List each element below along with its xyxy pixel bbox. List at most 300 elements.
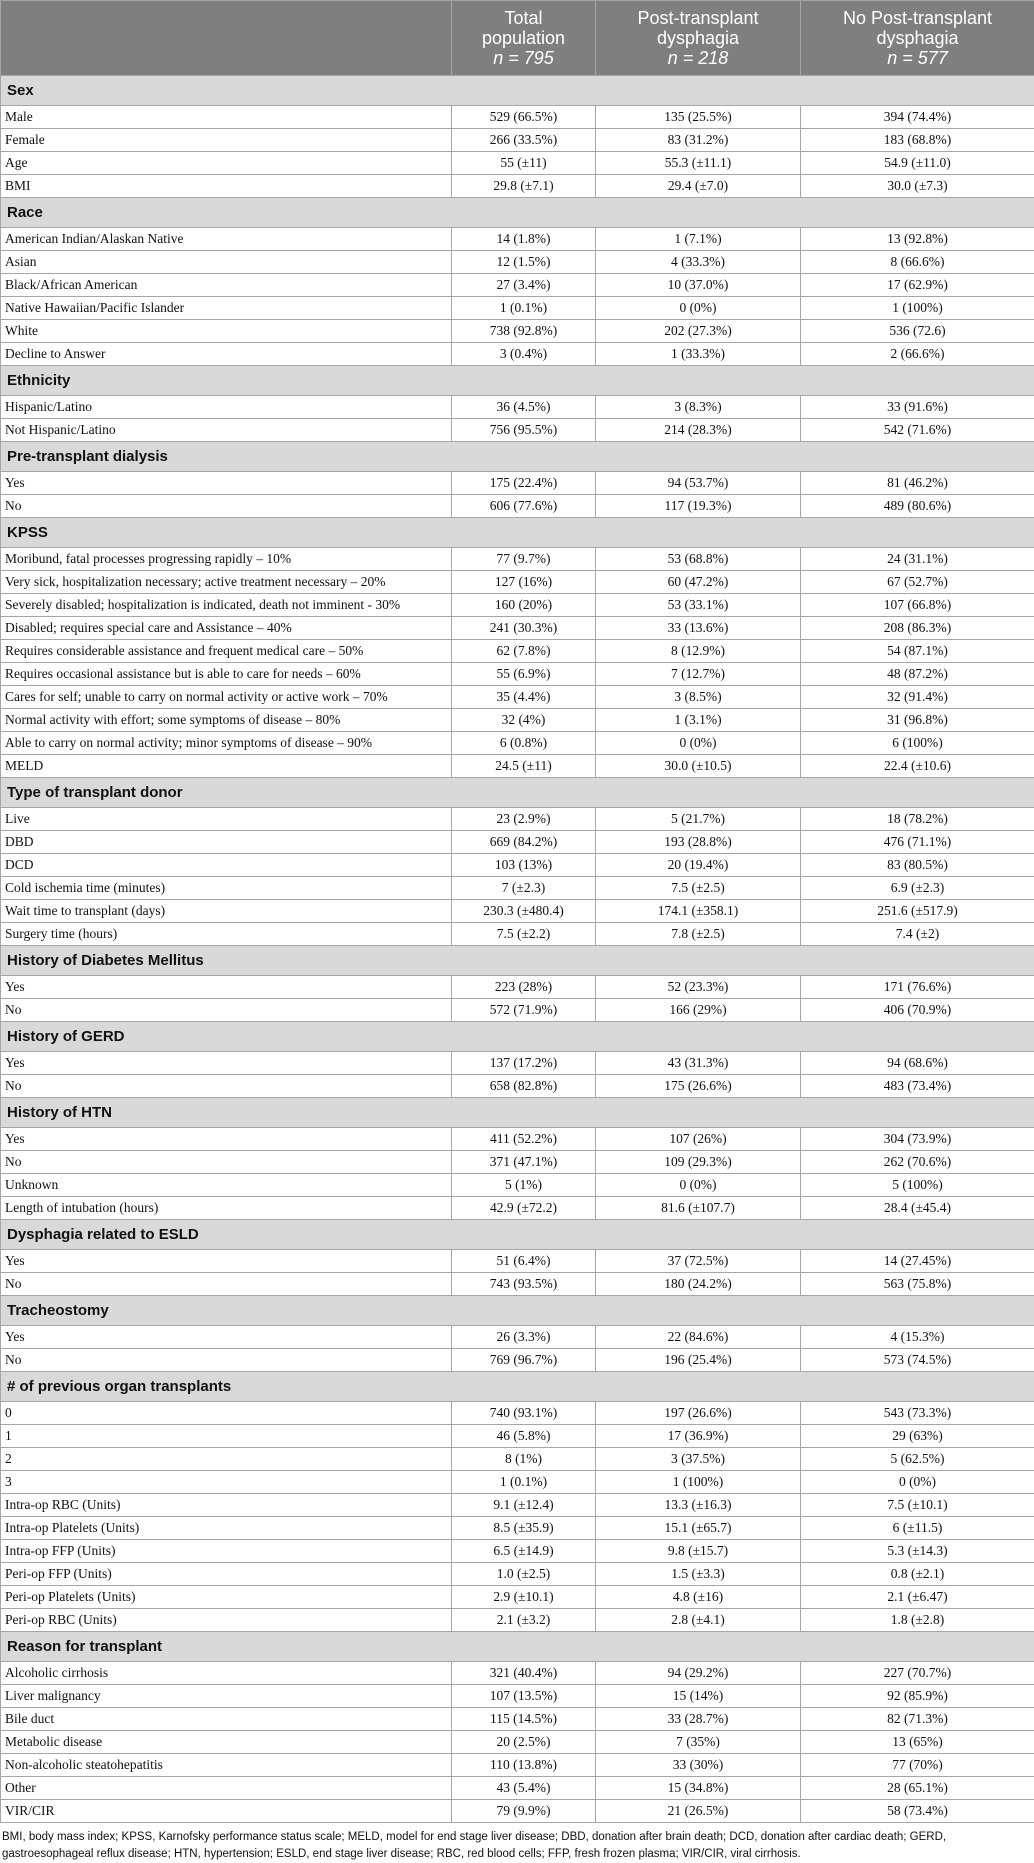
total-population-cell: 1 (0.1%): [452, 1471, 596, 1494]
no-post-transplant-dysphagia-cell: 1 (100%): [801, 297, 1034, 320]
post-transplant-dysphagia-cell: 193 (28.8%): [596, 831, 801, 854]
post-transplant-dysphagia-cell: 135 (25.5%): [596, 106, 801, 129]
post-transplant-dysphagia-cell: 107 (26%): [596, 1128, 801, 1151]
section-header-row: [1, 1098, 1034, 1128]
row-label: Yes: [1, 1052, 452, 1075]
row-label: No: [1, 1151, 452, 1174]
table-row: [1, 923, 1034, 946]
total-population-cell: 9.1 (±12.4): [452, 1494, 596, 1517]
total-population-cell: 658 (82.8%): [452, 1075, 596, 1098]
table-row: [1, 1326, 1034, 1349]
row-label: Wait time to transplant (days): [1, 900, 452, 923]
post-transplant-dysphagia-cell: 7.8 (±2.5): [596, 923, 801, 946]
row-label: BMI: [1, 175, 452, 198]
no-post-transplant-dysphagia-cell: 13 (65%): [801, 1731, 1034, 1754]
total-population-cell: 175 (22.4%): [452, 472, 596, 495]
total-population-cell: 32 (4%): [452, 709, 596, 732]
total-population-cell: 29.8 (±7.1): [452, 175, 596, 198]
row-label: Very sick, hospitalization necessary; active treatment necessary – 20%: [1, 571, 452, 594]
row-label: Yes: [1, 1128, 452, 1151]
table-row: [1, 1609, 1034, 1632]
no-post-transplant-dysphagia-cell: 18 (78.2%): [801, 808, 1034, 831]
table-row: [1, 129, 1034, 152]
table-row: [1, 1349, 1034, 1372]
section-header-row: [1, 1372, 1034, 1402]
total-population-cell: 14 (1.8%): [452, 228, 596, 251]
no-post-transplant-dysphagia-cell: 0.8 (±2.1): [801, 1563, 1034, 1586]
table-row: [1, 709, 1034, 732]
total-population-cell: 223 (28%): [452, 976, 596, 999]
no-post-transplant-dysphagia-cell: 543 (73.3%): [801, 1402, 1034, 1425]
header-total-population: [452, 1, 596, 76]
post-transplant-dysphagia-cell: 117 (19.3%): [596, 495, 801, 518]
section-title: Type of transplant donor: [1, 778, 1034, 808]
no-post-transplant-dysphagia-cell: 1.8 (±2.8): [801, 1609, 1034, 1632]
post-transplant-dysphagia-cell: 197 (26.6%): [596, 1402, 801, 1425]
post-transplant-dysphagia-cell: 3 (8.5%): [596, 686, 801, 709]
row-label: No: [1, 999, 452, 1022]
total-population-cell: 42.9 (±72.2): [452, 1197, 596, 1220]
table-row: [1, 251, 1034, 274]
table-row: [1, 755, 1034, 778]
post-transplant-dysphagia-cell: 94 (53.7%): [596, 472, 801, 495]
post-transplant-dysphagia-cell: 214 (28.3%): [596, 419, 801, 442]
no-post-transplant-dysphagia-cell: 262 (70.6%): [801, 1151, 1034, 1174]
row-label: Requires occasional assistance but is able to care for needs – 60%: [1, 663, 452, 686]
total-population-cell: 2.1 (±3.2): [452, 1609, 596, 1632]
no-post-transplant-dysphagia-cell: 22.4 (±10.6): [801, 755, 1034, 778]
total-population-cell: 26 (3.3%): [452, 1326, 596, 1349]
no-post-transplant-dysphagia-cell: 573 (74.5%): [801, 1349, 1034, 1372]
post-transplant-dysphagia-cell: 4.8 (±16): [596, 1586, 801, 1609]
no-post-transplant-dysphagia-cell: 81 (46.2%): [801, 472, 1034, 495]
total-population-cell: 321 (40.4%): [452, 1662, 596, 1685]
no-post-transplant-dysphagia-cell: 542 (71.6%): [801, 419, 1034, 442]
row-label: Yes: [1, 1250, 452, 1273]
post-transplant-dysphagia-cell: 43 (31.3%): [596, 1052, 801, 1075]
total-population-cell: 266 (33.5%): [452, 129, 596, 152]
header-total-line2: population: [481, 28, 566, 48]
post-transplant-dysphagia-cell: 33 (28.7%): [596, 1708, 801, 1731]
total-population-cell: 115 (14.5%): [452, 1708, 596, 1731]
table-row: [1, 1800, 1034, 1823]
total-population-cell: 529 (66.5%): [452, 106, 596, 129]
post-transplant-dysphagia-cell: 1 (100%): [596, 1471, 801, 1494]
table-footnote: BMI, body mass index; KPSS, Karnofsky performance status scale; MELD, model for end stage liver disease; DBD, donation after brain death; DCD, donation after cardiac death; GERD, gastroesophageal reflux disease; HTN, hypertension; ESLD, end stage liver disease; RBC, red blood cells; FFP, fresh frozen plasma; VIR/CIR, viral cirrhosis.: [2, 1831, 947, 1860]
total-population-cell: 77 (9.7%): [452, 548, 596, 571]
total-population-cell: 43 (5.4%): [452, 1777, 596, 1800]
row-label: Age: [1, 152, 452, 175]
no-post-transplant-dysphagia-cell: 7.5 (±10.1): [801, 1494, 1034, 1517]
post-transplant-dysphagia-cell: 53 (33.1%): [596, 594, 801, 617]
table-row: [1, 663, 1034, 686]
section-header-row: [1, 76, 1034, 106]
row-label: Native Hawaiian/Pacific Islander: [1, 297, 452, 320]
total-population-cell: 20 (2.5%): [452, 1731, 596, 1754]
no-post-transplant-dysphagia-cell: 7.4 (±2): [801, 923, 1034, 946]
row-label: Normal activity with effort; some symptoms of disease – 80%: [1, 709, 452, 732]
post-transplant-dysphagia-cell: 7 (35%): [596, 1731, 801, 1754]
table-row: [1, 1197, 1034, 1220]
table-row: [1, 1448, 1034, 1471]
total-population-cell: 107 (13.5%): [452, 1685, 596, 1708]
no-post-transplant-dysphagia-cell: 107 (66.8%): [801, 594, 1034, 617]
row-label: Requires considerable assistance and frequent medical care – 50%: [1, 640, 452, 663]
header-nopost-line2: dysphagia: [876, 28, 959, 48]
header-total-n: n = 795: [493, 48, 554, 68]
post-transplant-dysphagia-cell: 175 (26.6%): [596, 1075, 801, 1098]
table-row: [1, 548, 1034, 571]
table-row: [1, 472, 1034, 495]
total-population-cell: 5 (1%): [452, 1174, 596, 1197]
section-header-row: [1, 366, 1034, 396]
row-label: Severely disabled; hospitalization is indicated, death not imminent - 30%: [1, 594, 452, 617]
row-label: DCD: [1, 854, 452, 877]
header-total-line1: Total: [504, 8, 543, 28]
post-transplant-dysphagia-cell: 17 (36.9%): [596, 1425, 801, 1448]
row-label: Able to carry on normal activity; minor symptoms of disease – 90%: [1, 732, 452, 755]
total-population-cell: 371 (47.1%): [452, 1151, 596, 1174]
total-population-cell: 79 (9.9%): [452, 1800, 596, 1823]
post-transplant-dysphagia-cell: 15.1 (±65.7): [596, 1517, 801, 1540]
no-post-transplant-dysphagia-cell: 30.0 (±7.3): [801, 175, 1034, 198]
table-row: [1, 732, 1034, 755]
table-row: [1, 594, 1034, 617]
row-label: Peri-op FFP (Units): [1, 1563, 452, 1586]
section-header-row: [1, 778, 1034, 808]
total-population-cell: 51 (6.4%): [452, 1250, 596, 1273]
section-header-row: [1, 1632, 1034, 1662]
post-transplant-dysphagia-cell: 4 (33.3%): [596, 251, 801, 274]
no-post-transplant-dysphagia-cell: 476 (71.1%): [801, 831, 1034, 854]
post-transplant-dysphagia-cell: 15 (14%): [596, 1685, 801, 1708]
total-population-cell: 572 (71.9%): [452, 999, 596, 1022]
row-label: Peri-op RBC (Units): [1, 1609, 452, 1632]
total-population-cell: 8.5 (±35.9): [452, 1517, 596, 1540]
no-post-transplant-dysphagia-cell: 6.9 (±2.3): [801, 877, 1034, 900]
row-label: DBD: [1, 831, 452, 854]
row-label: Female: [1, 129, 452, 152]
total-population-cell: 36 (4.5%): [452, 396, 596, 419]
row-label: White: [1, 320, 452, 343]
post-transplant-dysphagia-cell: 1 (3.1%): [596, 709, 801, 732]
total-population-cell: 6.5 (±14.9): [452, 1540, 596, 1563]
table-row: [1, 396, 1034, 419]
table-row: [1, 1517, 1034, 1540]
total-population-cell: 24.5 (±11): [452, 755, 596, 778]
header-no-post-transplant-dysphagia: [801, 1, 1034, 76]
table-row: [1, 1494, 1034, 1517]
no-post-transplant-dysphagia-cell: 4 (15.3%): [801, 1326, 1034, 1349]
total-population-cell: 230.3 (±480.4): [452, 900, 596, 923]
no-post-transplant-dysphagia-cell: 8 (66.6%): [801, 251, 1034, 274]
total-population-cell: 740 (93.1%): [452, 1402, 596, 1425]
section-header-row: [1, 1220, 1034, 1250]
no-post-transplant-dysphagia-cell: 94 (68.6%): [801, 1052, 1034, 1075]
section-title: History of Diabetes Mellitus: [1, 946, 1034, 976]
row-label: Disabled; requires special care and Assistance – 40%: [1, 617, 452, 640]
row-label: Yes: [1, 472, 452, 495]
post-transplant-dysphagia-cell: 1 (33.3%): [596, 343, 801, 366]
no-post-transplant-dysphagia-cell: 82 (71.3%): [801, 1708, 1034, 1731]
table-row: [1, 419, 1034, 442]
no-post-transplant-dysphagia-cell: 5 (100%): [801, 1174, 1034, 1197]
total-population-cell: 7.5 (±2.2): [452, 923, 596, 946]
no-post-transplant-dysphagia-cell: 83 (80.5%): [801, 854, 1034, 877]
row-label: Yes: [1, 976, 452, 999]
post-transplant-dysphagia-cell: 0 (0%): [596, 732, 801, 755]
row-label: Asian: [1, 251, 452, 274]
table-row: [1, 1586, 1034, 1609]
no-post-transplant-dysphagia-cell: 5 (62.5%): [801, 1448, 1034, 1471]
no-post-transplant-dysphagia-cell: 2 (66.6%): [801, 343, 1034, 366]
total-population-cell: 1 (0.1%): [452, 297, 596, 320]
total-population-cell: 35 (4.4%): [452, 686, 596, 709]
no-post-transplant-dysphagia-cell: 6 (±11.5): [801, 1517, 1034, 1540]
no-post-transplant-dysphagia-cell: 394 (74.4%): [801, 106, 1034, 129]
row-label: Decline to Answer: [1, 343, 452, 366]
no-post-transplant-dysphagia-cell: 6 (100%): [801, 732, 1034, 755]
table-row: [1, 1540, 1034, 1563]
table-row: [1, 1273, 1034, 1296]
row-label: Unknown: [1, 1174, 452, 1197]
table-row: [1, 175, 1034, 198]
post-transplant-dysphagia-cell: 52 (23.3%): [596, 976, 801, 999]
post-transplant-dysphagia-cell: 15 (34.8%): [596, 1777, 801, 1800]
table-row: [1, 1685, 1034, 1708]
no-post-transplant-dysphagia-cell: 183 (68.8%): [801, 129, 1034, 152]
no-post-transplant-dysphagia-cell: 208 (86.3%): [801, 617, 1034, 640]
post-transplant-dysphagia-cell: 0 (0%): [596, 1174, 801, 1197]
table-row: [1, 228, 1034, 251]
section-header-row: [1, 518, 1034, 548]
row-label: Peri-op Platelets (Units): [1, 1586, 452, 1609]
post-transplant-dysphagia-cell: 21 (26.5%): [596, 1800, 801, 1823]
table-row: [1, 877, 1034, 900]
section-title: KPSS: [1, 518, 1034, 548]
post-transplant-dysphagia-cell: 10 (37.0%): [596, 274, 801, 297]
total-population-cell: 669 (84.2%): [452, 831, 596, 854]
section-header-row: [1, 946, 1034, 976]
no-post-transplant-dysphagia-cell: 14 (27.45%): [801, 1250, 1034, 1273]
table-row: [1, 976, 1034, 999]
table-row: [1, 808, 1034, 831]
no-post-transplant-dysphagia-cell: 54 (87.1%): [801, 640, 1034, 663]
no-post-transplant-dysphagia-cell: 171 (76.6%): [801, 976, 1034, 999]
no-post-transplant-dysphagia-cell: 0 (0%): [801, 1471, 1034, 1494]
table-row: [1, 1662, 1034, 1685]
total-population-cell: 27 (3.4%): [452, 274, 596, 297]
table-row: [1, 900, 1034, 923]
table-row: [1, 274, 1034, 297]
no-post-transplant-dysphagia-cell: 536 (72.6): [801, 320, 1034, 343]
table-row: [1, 831, 1034, 854]
table-row: [1, 640, 1034, 663]
total-population-cell: 55 (±11): [452, 152, 596, 175]
post-transplant-dysphagia-cell: 5 (21.7%): [596, 808, 801, 831]
post-transplant-dysphagia-cell: 37 (72.5%): [596, 1250, 801, 1273]
table-row: [1, 1075, 1034, 1098]
row-label: 3: [1, 1471, 452, 1494]
post-transplant-dysphagia-cell: 109 (29.3%): [596, 1151, 801, 1174]
total-population-cell: 23 (2.9%): [452, 808, 596, 831]
row-label: Black/African American: [1, 274, 452, 297]
section-title: History of HTN: [1, 1098, 1034, 1128]
header-post-transplant-dysphagia: [596, 1, 801, 76]
no-post-transplant-dysphagia-cell: 483 (73.4%): [801, 1075, 1034, 1098]
table-row: [1, 1425, 1034, 1448]
section-title: Dysphagia related to ESLD: [1, 1220, 1034, 1250]
row-label: 1: [1, 1425, 452, 1448]
post-transplant-dysphagia-cell: 1 (7.1%): [596, 228, 801, 251]
total-population-cell: 110 (13.8%): [452, 1754, 596, 1777]
post-transplant-dysphagia-cell: 202 (27.3%): [596, 320, 801, 343]
row-label: Intra-op FFP (Units): [1, 1540, 452, 1563]
row-label: Cold ischemia time (minutes): [1, 877, 452, 900]
section-header-row: [1, 1022, 1034, 1052]
row-label: Length of intubation (hours): [1, 1197, 452, 1220]
post-transplant-dysphagia-cell: 30.0 (±10.5): [596, 755, 801, 778]
section-header-row: [1, 442, 1034, 472]
row-label: Metabolic disease: [1, 1731, 452, 1754]
section-title: Tracheostomy: [1, 1296, 1034, 1326]
post-transplant-dysphagia-cell: 83 (31.2%): [596, 129, 801, 152]
table-row: [1, 495, 1034, 518]
section-title: Reason for transplant: [1, 1632, 1034, 1662]
no-post-transplant-dysphagia-cell: 227 (70.7%): [801, 1662, 1034, 1685]
table-body: [1, 76, 1034, 1823]
row-label: 0: [1, 1402, 452, 1425]
total-population-cell: 137 (17.2%): [452, 1052, 596, 1075]
post-transplant-dysphagia-cell: 33 (30%): [596, 1754, 801, 1777]
post-transplant-dysphagia-cell: 55.3 (±11.1): [596, 152, 801, 175]
row-label: Surgery time (hours): [1, 923, 452, 946]
total-population-cell: 241 (30.3%): [452, 617, 596, 640]
post-transplant-dysphagia-cell: 180 (24.2%): [596, 1273, 801, 1296]
table-row: [1, 106, 1034, 129]
no-post-transplant-dysphagia-cell: 28 (65.1%): [801, 1777, 1034, 1800]
total-population-cell: 3 (0.4%): [452, 343, 596, 366]
no-post-transplant-dysphagia-cell: 2.1 (±6.47): [801, 1586, 1034, 1609]
table-row: [1, 1708, 1034, 1731]
row-label: Other: [1, 1777, 452, 1800]
no-post-transplant-dysphagia-cell: 54.9 (±11.0): [801, 152, 1034, 175]
table-row: [1, 1777, 1034, 1800]
no-post-transplant-dysphagia-cell: 33 (91.6%): [801, 396, 1034, 419]
post-transplant-dysphagia-cell: 20 (19.4%): [596, 854, 801, 877]
section-header-row: [1, 1296, 1034, 1326]
table-row: [1, 1402, 1034, 1425]
post-transplant-dysphagia-cell: 7.5 (±2.5): [596, 877, 801, 900]
table-row: [1, 1128, 1034, 1151]
total-population-cell: 62 (7.8%): [452, 640, 596, 663]
total-population-cell: 411 (52.2%): [452, 1128, 596, 1151]
row-label: Intra-op RBC (Units): [1, 1494, 452, 1517]
section-title: History of GERD: [1, 1022, 1034, 1052]
post-transplant-dysphagia-cell: 9.8 (±15.7): [596, 1540, 801, 1563]
section-title: Race: [1, 198, 1034, 228]
total-population-cell: 103 (13%): [452, 854, 596, 877]
table-row: [1, 999, 1034, 1022]
row-label: VIR/CIR: [1, 1800, 452, 1823]
no-post-transplant-dysphagia-cell: 29 (63%): [801, 1425, 1034, 1448]
header-blank: [1, 1, 452, 76]
post-transplant-dysphagia-cell: 60 (47.2%): [596, 571, 801, 594]
row-label: Male: [1, 106, 452, 129]
post-transplant-dysphagia-cell: 3 (8.3%): [596, 396, 801, 419]
no-post-transplant-dysphagia-cell: 77 (70%): [801, 1754, 1034, 1777]
total-population-cell: 55 (6.9%): [452, 663, 596, 686]
total-population-cell: 1.0 (±2.5): [452, 1563, 596, 1586]
section-title: # of previous organ transplants: [1, 1372, 1034, 1402]
no-post-transplant-dysphagia-cell: 92 (85.9%): [801, 1685, 1034, 1708]
row-label: Moribund, fatal processes progressing rapidly – 10%: [1, 548, 452, 571]
post-transplant-dysphagia-cell: 2.8 (±4.1): [596, 1609, 801, 1632]
row-label: No: [1, 1349, 452, 1372]
post-transplant-dysphagia-cell: 3 (37.5%): [596, 1448, 801, 1471]
row-label: No: [1, 1273, 452, 1296]
section-title: Ethnicity: [1, 366, 1034, 396]
header-post-n: n = 218: [667, 48, 729, 68]
total-population-cell: 160 (20%): [452, 594, 596, 617]
table-row: [1, 571, 1034, 594]
total-population-cell: 127 (16%): [452, 571, 596, 594]
table-row: [1, 320, 1034, 343]
no-post-transplant-dysphagia-cell: 17 (62.9%): [801, 274, 1034, 297]
row-label: Alcoholic cirrhosis: [1, 1662, 452, 1685]
no-post-transplant-dysphagia-cell: 28.4 (±45.4): [801, 1197, 1034, 1220]
row-label: Live: [1, 808, 452, 831]
row-label: Bile duct: [1, 1708, 452, 1731]
post-transplant-dysphagia-cell: 29.4 (±7.0): [596, 175, 801, 198]
post-transplant-dysphagia-cell: 174.1 (±358.1): [596, 900, 801, 923]
post-transplant-dysphagia-cell: 33 (13.6%): [596, 617, 801, 640]
header-nopost-n: n = 577: [887, 48, 948, 68]
no-post-transplant-dysphagia-cell: 5.3 (±14.3): [801, 1540, 1034, 1563]
section-title: Pre-transplant dialysis: [1, 442, 1034, 472]
no-post-transplant-dysphagia-cell: 13 (92.8%): [801, 228, 1034, 251]
post-transplant-dysphagia-cell: 1.5 (±3.3): [596, 1563, 801, 1586]
post-transplant-dysphagia-cell: 22 (84.6%): [596, 1326, 801, 1349]
total-population-cell: 2.9 (±10.1): [452, 1586, 596, 1609]
total-population-cell: 743 (93.5%): [452, 1273, 596, 1296]
row-label: Yes: [1, 1326, 452, 1349]
post-transplant-dysphagia-cell: 13.3 (±16.3): [596, 1494, 801, 1517]
row-label: Intra-op Platelets (Units): [1, 1517, 452, 1540]
row-label: Non-alcoholic steatohepatitis: [1, 1754, 452, 1777]
total-population-cell: 12 (1.5%): [452, 251, 596, 274]
total-population-cell: 606 (77.6%): [452, 495, 596, 518]
row-label: American Indian/Alaskan Native: [1, 228, 452, 251]
table-row: [1, 686, 1034, 709]
header-nopost-line1: No Post-transplant: [842, 8, 993, 28]
total-population-cell: 738 (92.8%): [452, 320, 596, 343]
post-transplant-dysphagia-cell: 81.6 (±107.7): [596, 1197, 801, 1220]
header-post-line1: Post-transplant: [637, 8, 759, 28]
no-post-transplant-dysphagia-cell: 304 (73.9%): [801, 1128, 1034, 1151]
no-post-transplant-dysphagia-cell: 48 (87.2%): [801, 663, 1034, 686]
row-label: Hispanic/Latino: [1, 396, 452, 419]
table-row: [1, 1754, 1034, 1777]
no-post-transplant-dysphagia-cell: 67 (52.7%): [801, 571, 1034, 594]
no-post-transplant-dysphagia-cell: 563 (75.8%): [801, 1273, 1034, 1296]
table-row: [1, 1471, 1034, 1494]
table-row: [1, 343, 1034, 366]
row-label: Cares for self; unable to carry on normal activity or active work – 70%: [1, 686, 452, 709]
post-transplant-dysphagia-cell: 53 (68.8%): [596, 548, 801, 571]
table-row: [1, 1250, 1034, 1273]
row-label: 2: [1, 1448, 452, 1471]
